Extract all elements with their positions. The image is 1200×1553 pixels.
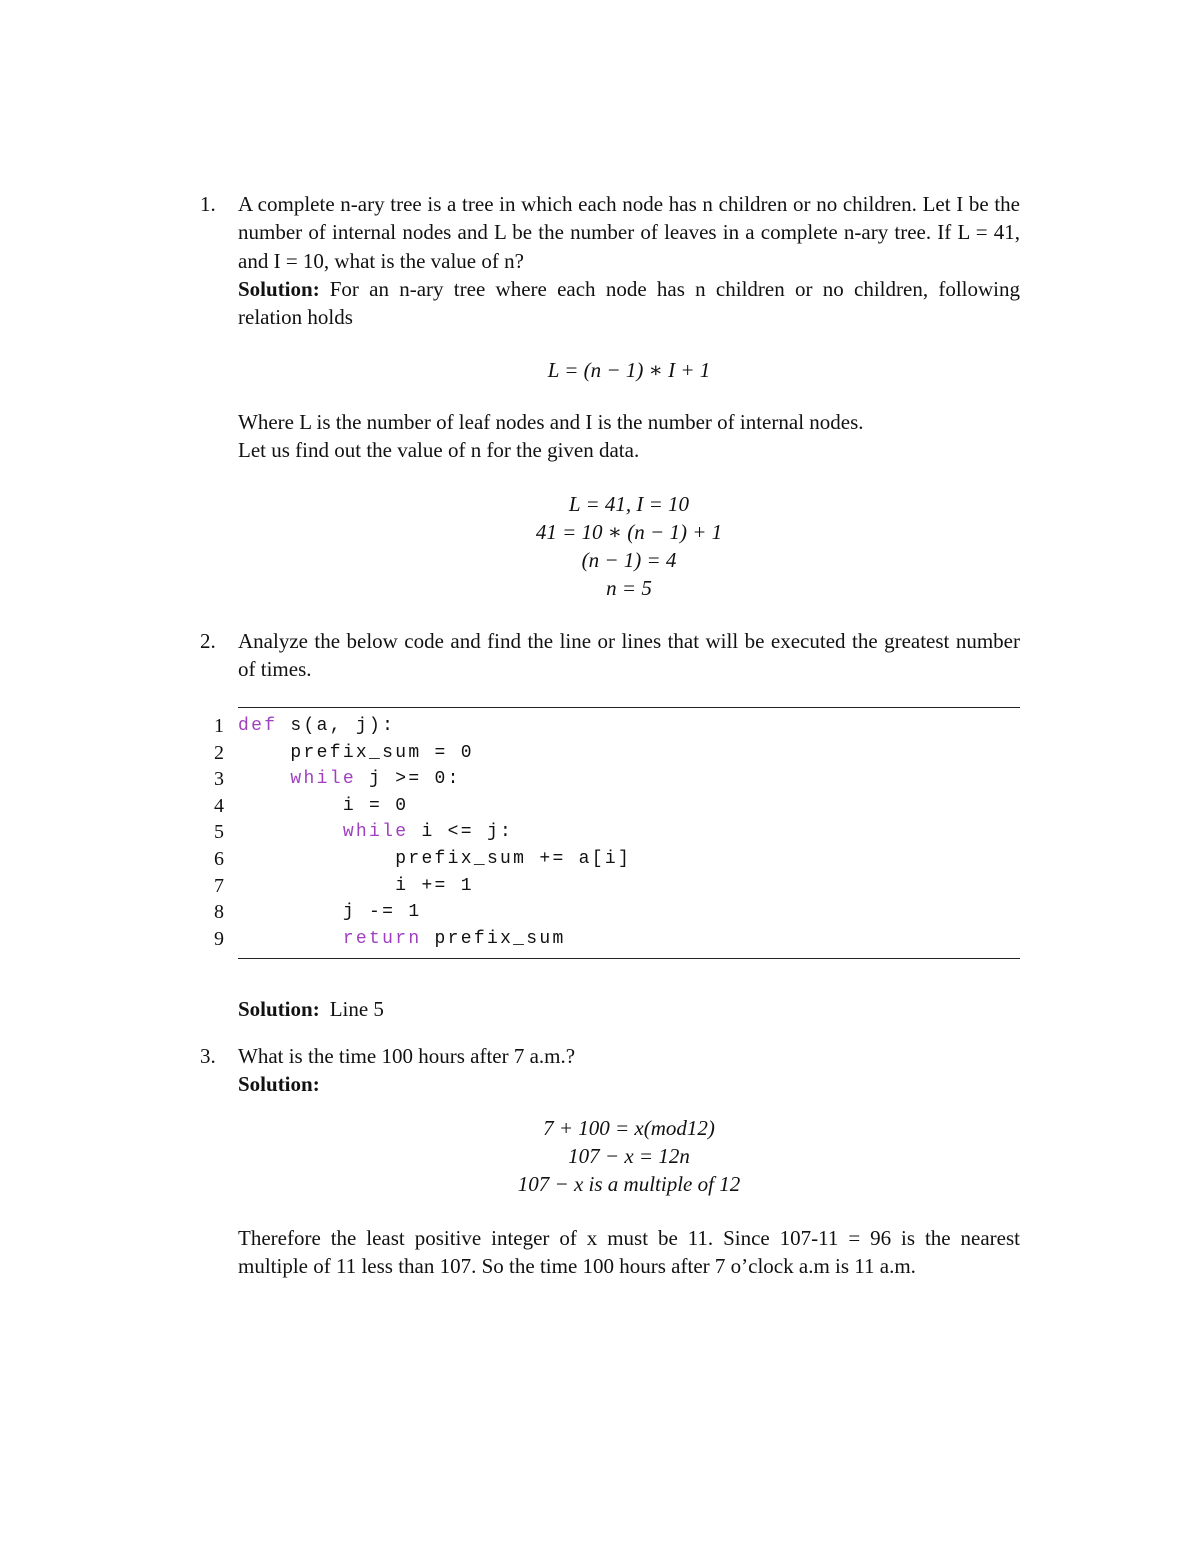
equation-step: 107 − x is a multiple of 12 <box>517 1172 741 1196</box>
code-text <box>238 713 395 740</box>
code-indent <box>238 796 343 816</box>
question-text: A complete n-ary tree is a tree in which each node has n children or no children. Let I be the number of internal nodes and L be the number of leaves in a complete n-ary tree. If L = 41, and I = 10, what is the value of n? <box>238 192 1020 273</box>
line-number: 7 <box>214 874 224 897</box>
code-indent <box>238 743 290 763</box>
solution-text: For an n-ary tree where each node has n children or no children, following relation holds <box>238 277 1020 330</box>
equation-step: n = 5 <box>606 576 652 600</box>
code-rest: prefix_sum = 0 <box>290 742 474 763</box>
code-line <box>200 740 1020 767</box>
line-number: 1 <box>214 715 224 737</box>
code-rest: prefix_sum <box>421 928 566 949</box>
code-text <box>238 899 421 926</box>
equation-step: 41 = 10 ∗ (n − 1) + 1 <box>535 520 723 544</box>
solution <box>238 275 1020 332</box>
code-line <box>200 899 1020 926</box>
code-indent <box>238 849 395 869</box>
code-top-rule <box>238 707 1020 708</box>
line-number: 3 <box>214 768 224 791</box>
code-indent <box>238 902 343 922</box>
code-line <box>200 926 1020 953</box>
solution <box>238 995 1020 1023</box>
formula: L = (n − 1) ∗ I + 1 <box>547 358 711 382</box>
code-keyword: while <box>342 822 409 843</box>
code-indent <box>238 769 290 789</box>
conclusion-text: Therefore the least positive integer of x must be 11. Since 107-11 = 96 is the nearest multiple of 11 less than 107. So the time 100 hours after 7 o’clock a.m is 11 a.m. <box>238 1226 1020 1279</box>
solution-label: Solution: <box>238 997 320 1021</box>
code-keyword: return <box>342 928 422 949</box>
code-line <box>200 713 1020 740</box>
code-rest: s(a, j): <box>277 716 396 736</box>
code-text <box>238 846 631 873</box>
line-number: 9 <box>214 927 224 950</box>
code-line <box>200 793 1020 820</box>
solution-label: Solution: <box>238 277 320 301</box>
code-indent <box>238 822 343 842</box>
question-text: Analyze the below code and find the line or lines that will be executed the greatest number of times. <box>238 629 1020 682</box>
code-indent <box>238 876 395 896</box>
solution-label: Solution: <box>238 1072 320 1096</box>
let-text: Let us find out the value of n for the given data. <box>238 438 640 462</box>
line-number: 2 <box>214 741 224 764</box>
equation-step: 7 + 100 = x(mod12) <box>543 1116 715 1140</box>
code-rest: i += 1 <box>395 875 474 896</box>
code-line <box>200 846 1020 873</box>
code-text <box>238 793 408 820</box>
question-number: 3. <box>200 1044 216 1068</box>
code-line <box>200 819 1020 846</box>
where-text: Where L is the number of leaf nodes and I is the number of internal nodes. <box>238 410 864 434</box>
line-number: 4 <box>214 794 224 817</box>
code-listing <box>200 713 1020 952</box>
code-line <box>200 873 1020 900</box>
question-number: 1. <box>200 192 216 216</box>
code-text <box>238 740 474 767</box>
code-indent <box>238 929 343 949</box>
solution-text: Line 5 <box>329 997 384 1021</box>
code-rest: i <= j: <box>408 822 514 843</box>
equation-step: 107 − x = 12n <box>568 1144 690 1168</box>
line-number: 5 <box>214 821 224 844</box>
equation-step: L = 41, I = 10 <box>568 492 690 516</box>
line-number: 6 <box>214 847 224 870</box>
code-text <box>238 873 474 900</box>
equation-step: (n − 1) = 4 <box>581 548 677 572</box>
code-line <box>200 766 1020 793</box>
code-rest: j -= 1 <box>342 902 422 923</box>
code-keyword: def <box>238 716 278 736</box>
question-number: 2. <box>200 629 216 653</box>
code-text <box>238 819 513 846</box>
line-number: 8 <box>214 901 224 924</box>
code-keyword: while <box>290 769 356 790</box>
code-text <box>238 926 566 953</box>
code-rest: i = 0 <box>342 795 409 816</box>
code-rest: j >= 0: <box>355 769 461 790</box>
question-text: What is the time 100 hours after 7 a.m.? <box>238 1044 576 1068</box>
code-bottom-rule <box>238 958 1020 959</box>
code-rest: prefix_sum += a[i] <box>395 848 632 869</box>
code-text <box>238 766 461 793</box>
